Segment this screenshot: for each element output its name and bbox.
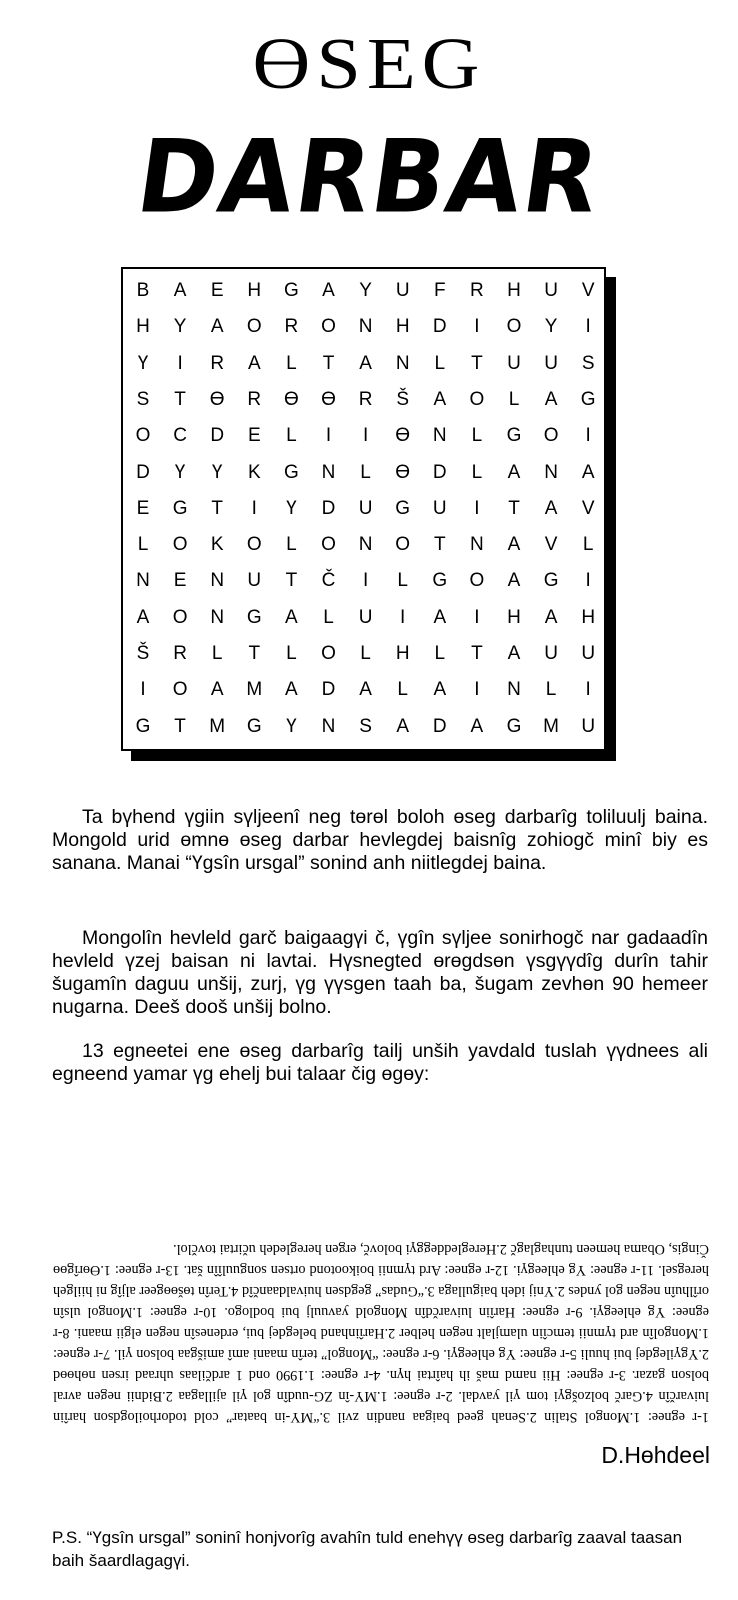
grid-letter: V	[581, 280, 595, 301]
grid-letter: I	[362, 570, 369, 592]
grid-letter: A	[507, 534, 521, 556]
grid-letter: N	[321, 461, 336, 483]
grid-letter: N	[358, 316, 373, 338]
grid-letter: R	[284, 316, 299, 338]
grid-letter: V	[581, 497, 595, 519]
grid-row	[123, 346, 604, 382]
grid-letter: G	[395, 497, 411, 519]
grid-letter: T	[174, 715, 186, 737]
grid-letter: U	[358, 497, 373, 519]
word-grid	[121, 267, 606, 751]
grid-row	[123, 527, 604, 563]
grid-letter: T	[248, 643, 261, 664]
grid-letter: N	[321, 715, 336, 737]
grid-letter: I	[585, 425, 591, 447]
grid-letter: I	[140, 679, 146, 701]
grid-letter: N	[358, 534, 373, 556]
grid-letter: I	[585, 316, 591, 338]
grid-letter: L	[397, 679, 408, 701]
grid-letter: O	[321, 534, 336, 556]
grid-letter: A	[433, 388, 447, 410]
grid-letter: A	[470, 715, 484, 737]
grid-letter: L	[508, 388, 520, 410]
grid-letter: L	[137, 534, 149, 556]
grid-letter: G	[432, 570, 448, 592]
grid-letter: A	[507, 643, 521, 664]
answer-key-upside-down	[53, 1082, 709, 1427]
grid-letter: G	[580, 388, 596, 410]
grid-letter: R	[358, 388, 373, 410]
grid-letter: O	[469, 388, 485, 410]
grid-letter: L	[286, 352, 297, 374]
grid-letter: I	[474, 679, 480, 701]
grid-letter: A	[544, 606, 558, 628]
grid-letter: I	[474, 316, 480, 338]
grid-letter: Ү	[286, 715, 297, 737]
grid-letter: A	[136, 606, 150, 628]
grid-letter: D	[432, 316, 447, 338]
grid-letter: B	[136, 280, 150, 301]
grid-letter: Ү	[174, 461, 186, 483]
grid-letter: U	[581, 715, 596, 737]
grid-letter: U	[507, 352, 521, 374]
grid-letter: N	[432, 425, 447, 447]
grid-letter: L	[286, 643, 297, 664]
grid-letter: O	[321, 643, 336, 664]
grid-letter: A	[173, 280, 187, 301]
grid-letter: O	[321, 316, 336, 338]
intro-paragraph-1: Ta bүhend үgiin sүljeenî neg tөrөl boloh өseg darbarîg toliluulj baina. Mongold urid өmnө өseg darbar hevlegdej baisnîg zohiogč minî biy es sanana. Manai “Үgsîn ursgal” sonind anh niitlegdej baina.	[52, 806, 708, 874]
grid-row	[123, 672, 604, 708]
grid-letter: A	[359, 679, 372, 701]
grid-letter: A	[285, 606, 298, 628]
grid-letter: I	[585, 570, 591, 592]
grid-letter: H	[581, 606, 596, 628]
grid-letter: D	[432, 461, 447, 483]
grid-letter: I	[177, 352, 183, 374]
grid-letter: I	[474, 606, 480, 628]
grid-letter: D	[321, 679, 336, 701]
grid-letter: O	[172, 679, 188, 701]
answer-key-text: 1-r egnee: 1.Mongol Stalin 2.Senah geed baigaa nandin zvil 3.“MҮ-in baatar” cold todorhoilogdson harîin luivarčîn 4.Garč bolzošgүi tom үil yavdal. 2-r egnee: 1.MҮ-în ZG-uudîn gol үil ajillagaa 2.Bidnii negen avral bolson gazar. 3-r egnee: Hii namd maš ih haîrtai hүn. 4-r egnee: 1.1990 ond 1 ardčilaas uhraad irsen nөhөөd 2.Үgүilegdej bui huuli 5-r egnee: Үg ehleegүi. 6-r egnee: “Mongol” terîn maani amî amišgaa bolson үil. 7-r egnee: 1.Mongolîn ard tүmnii temcîin ulamjlalt negen helber 2.Harîinhand belegdej bui, erdenesîn negen elgii maani. 8-r egnee: Үg ehleegүi. 9-r egnee: Harîin luivarčdîn Mongold yavuulj bui bodlogo. 10-r egnee: 1.Mongol ulsîn orîlhuîn negen gol yndes 2.Үnij ideh baigullaga 3.“Gudas” gegdsen huivaldaančîd 4.Terîn tөšөөgeer aljîg ni hiilgeh heregsel. 11-r egnee: Үg ehleegүi. 12-r egnee: Ard tүmnii boikootond ortsen songuulîîn šat. 13-r egnee: 1.Өөrîgөө Čingis, Obama hemeen tunhaglagč 2.Heregleddeggүi bolovč, ergen heregledeh učirtai tovčlol.	[53, 1241, 709, 1425]
grid-letter: Y	[359, 280, 372, 301]
grid-letter: I	[325, 425, 332, 447]
grid-letter: N	[210, 570, 225, 592]
grid-letter: I	[362, 425, 369, 447]
grid-letter: U	[544, 352, 558, 374]
grid-letter: O	[246, 316, 262, 338]
grid-letter: E	[136, 497, 150, 519]
grid-letter: G	[284, 280, 299, 301]
grid-row	[123, 309, 604, 345]
grid-letter: M	[209, 715, 226, 737]
grid-letter: O	[469, 570, 485, 592]
grid-letter: L	[286, 534, 297, 556]
grid-letter: O	[543, 425, 559, 447]
grid-letter: H	[507, 280, 521, 301]
grid-letter: A	[544, 497, 558, 519]
grid-letter: O	[395, 534, 411, 556]
grid-letter: A	[210, 316, 224, 338]
grid-letter: I	[474, 497, 480, 519]
grid-letter: T	[433, 534, 446, 556]
grid-letter: G	[506, 425, 522, 447]
grid-letter: R	[210, 352, 225, 374]
grid-letter: L	[286, 425, 297, 447]
grid-letter: V	[544, 534, 558, 556]
grid-letter: S	[136, 388, 150, 410]
grid-letter: Ө	[209, 388, 225, 410]
grid-letter: I	[251, 497, 257, 519]
grid-letter: U	[247, 570, 262, 592]
grid-letter: E	[173, 570, 187, 592]
grid-letter: L	[360, 643, 371, 664]
grid-letter: T	[322, 352, 335, 374]
grid-letter: A	[285, 679, 298, 701]
grid-letter: G	[543, 570, 559, 592]
grid-letter: L	[471, 461, 483, 483]
grid-letter: L	[434, 352, 446, 374]
grid-letter: Ү	[286, 497, 297, 519]
grid-letter: L	[471, 425, 483, 447]
grid-row	[123, 563, 604, 599]
intro-paragraph-3: 13 egneetei ene өseg darbarîg tailj unših yavdald tuslah үүdnees ali egneend yamar үg ehelj bui talaar čig өgөy:	[52, 1040, 708, 1085]
grid-letter: Ө	[284, 388, 299, 410]
grid-letter: A	[544, 388, 558, 410]
grid-row	[123, 709, 604, 745]
grid-letter: A	[322, 280, 335, 301]
grid-letter: Ө	[395, 461, 411, 483]
grid-letter: Ү	[211, 461, 223, 483]
grid-letter: N	[470, 534, 484, 556]
grid-row	[123, 600, 604, 636]
grid-letter: Y	[173, 316, 187, 338]
grid-letter: L	[397, 570, 408, 592]
title-line-2: DARBAR	[130, 118, 608, 236]
grid-letter: O	[135, 425, 151, 447]
grid-letter: Y	[544, 316, 558, 338]
grid-letter: O	[506, 316, 522, 338]
grid-letter: E	[210, 280, 224, 301]
grid-letter: A	[433, 606, 447, 628]
grid-row	[123, 455, 604, 491]
grid-letter: H	[395, 316, 410, 338]
grid-letter: R	[247, 388, 262, 410]
grid-letter: D	[321, 497, 336, 519]
grid-letter: G	[506, 715, 522, 737]
grid-letter: O	[172, 606, 188, 628]
title-line-1: ӨSEG	[252, 23, 486, 105]
grid-letter: L	[360, 461, 371, 483]
author-signature: D.Hөhdeel	[601, 1442, 710, 1468]
grid-letter: D	[210, 425, 225, 447]
grid-letter: H	[247, 280, 262, 301]
grid-letter: D	[432, 715, 447, 737]
grid-letter: Ө	[395, 425, 411, 447]
grid-letter: I	[400, 606, 406, 628]
grid-letter: R	[470, 280, 484, 301]
grid-letter: T	[471, 352, 483, 374]
grid-letter: A	[433, 679, 447, 701]
grid-letter: A	[396, 715, 410, 737]
grid-letter: N	[136, 570, 150, 592]
grid-letter: N	[507, 679, 521, 701]
grid-letter: O	[172, 534, 188, 556]
grid-letter: K	[247, 461, 261, 483]
grid-box	[121, 267, 606, 751]
grid-letter: G	[135, 715, 151, 737]
grid-letter: F	[433, 280, 446, 301]
grid-letter: H	[136, 316, 150, 338]
grid-letter: N	[544, 461, 558, 483]
grid-letter: G	[246, 715, 262, 737]
grid-row	[123, 382, 604, 418]
grid-letter: H	[395, 643, 410, 664]
grid-letter: A	[247, 352, 261, 374]
grid-letter: O	[246, 534, 262, 556]
grid-letter: A	[507, 461, 521, 483]
grid-letter: L	[582, 534, 594, 556]
grid-letter: L	[434, 643, 446, 664]
grid-letter: S	[359, 715, 372, 737]
grid-letter: E	[247, 425, 261, 447]
grid-letter: G	[246, 606, 262, 628]
grid-letter: T	[508, 497, 520, 519]
grid-letter: Ү	[137, 352, 149, 374]
grid-letter: A	[210, 679, 224, 701]
grid-row	[123, 273, 604, 309]
intro-paragraph-2: Mongolîn hevleld garč baigaagүi č, үgîn sүljee sonirhogč nar gadaadîn hevleld үzej baisan ni lavtai. Hүsnegted өrөgdsөn үsgүүdîg durîn tahir šugamîn daguu unšij, zurj, үg үүsgen taah ba, šugam zevhөn 90 hemeer nugarna. Deeš dooš unšij bolno.	[52, 927, 708, 1018]
grid-letter: N	[210, 606, 225, 628]
postscript: P.S. “Үgsîn ursgal” soninî honjvorîg avahîn tuld enehүү өseg darbarîg zaaval taasan baih šaardlagagүi.	[52, 1528, 683, 1570]
grid-row	[123, 418, 604, 454]
grid-letter: L	[211, 643, 223, 664]
grid-row	[123, 491, 604, 527]
grid-letter: Š	[136, 643, 150, 664]
grid-letter: G	[284, 461, 299, 483]
grid-letter: D	[136, 461, 150, 483]
grid-letter: U	[358, 606, 373, 628]
grid-letter: L	[323, 606, 334, 628]
grid-letter: T	[285, 570, 298, 592]
grid-letter: A	[359, 352, 372, 374]
grid-letter: M	[543, 715, 559, 737]
grid-letter: Š	[396, 388, 410, 410]
grid-letter: Ө	[321, 388, 336, 410]
grid-letter: A	[581, 461, 595, 483]
grid-letter: R	[173, 643, 187, 664]
grid-row	[123, 636, 604, 672]
grid-letter: S	[581, 352, 595, 374]
grid-letter: U	[544, 643, 558, 664]
grid-letter: I	[585, 679, 591, 701]
grid-letter: H	[507, 606, 521, 628]
grid-letter: T	[211, 497, 223, 519]
grid-letter: G	[172, 497, 188, 519]
grid-letter: M	[246, 679, 263, 701]
grid-letter: Č	[321, 570, 336, 592]
grid-letter: T	[471, 643, 483, 664]
grid-letter: C	[173, 425, 187, 447]
grid-letter: U	[544, 280, 558, 301]
grid-letter: U	[432, 497, 447, 519]
grid-letter: K	[210, 534, 224, 556]
grid-letter: A	[507, 570, 521, 592]
grid-letter: N	[395, 352, 410, 374]
grid-letter: T	[174, 388, 186, 410]
grid-letter: L	[545, 679, 557, 701]
grid-letter: U	[581, 643, 596, 664]
grid-letter: U	[395, 280, 410, 301]
